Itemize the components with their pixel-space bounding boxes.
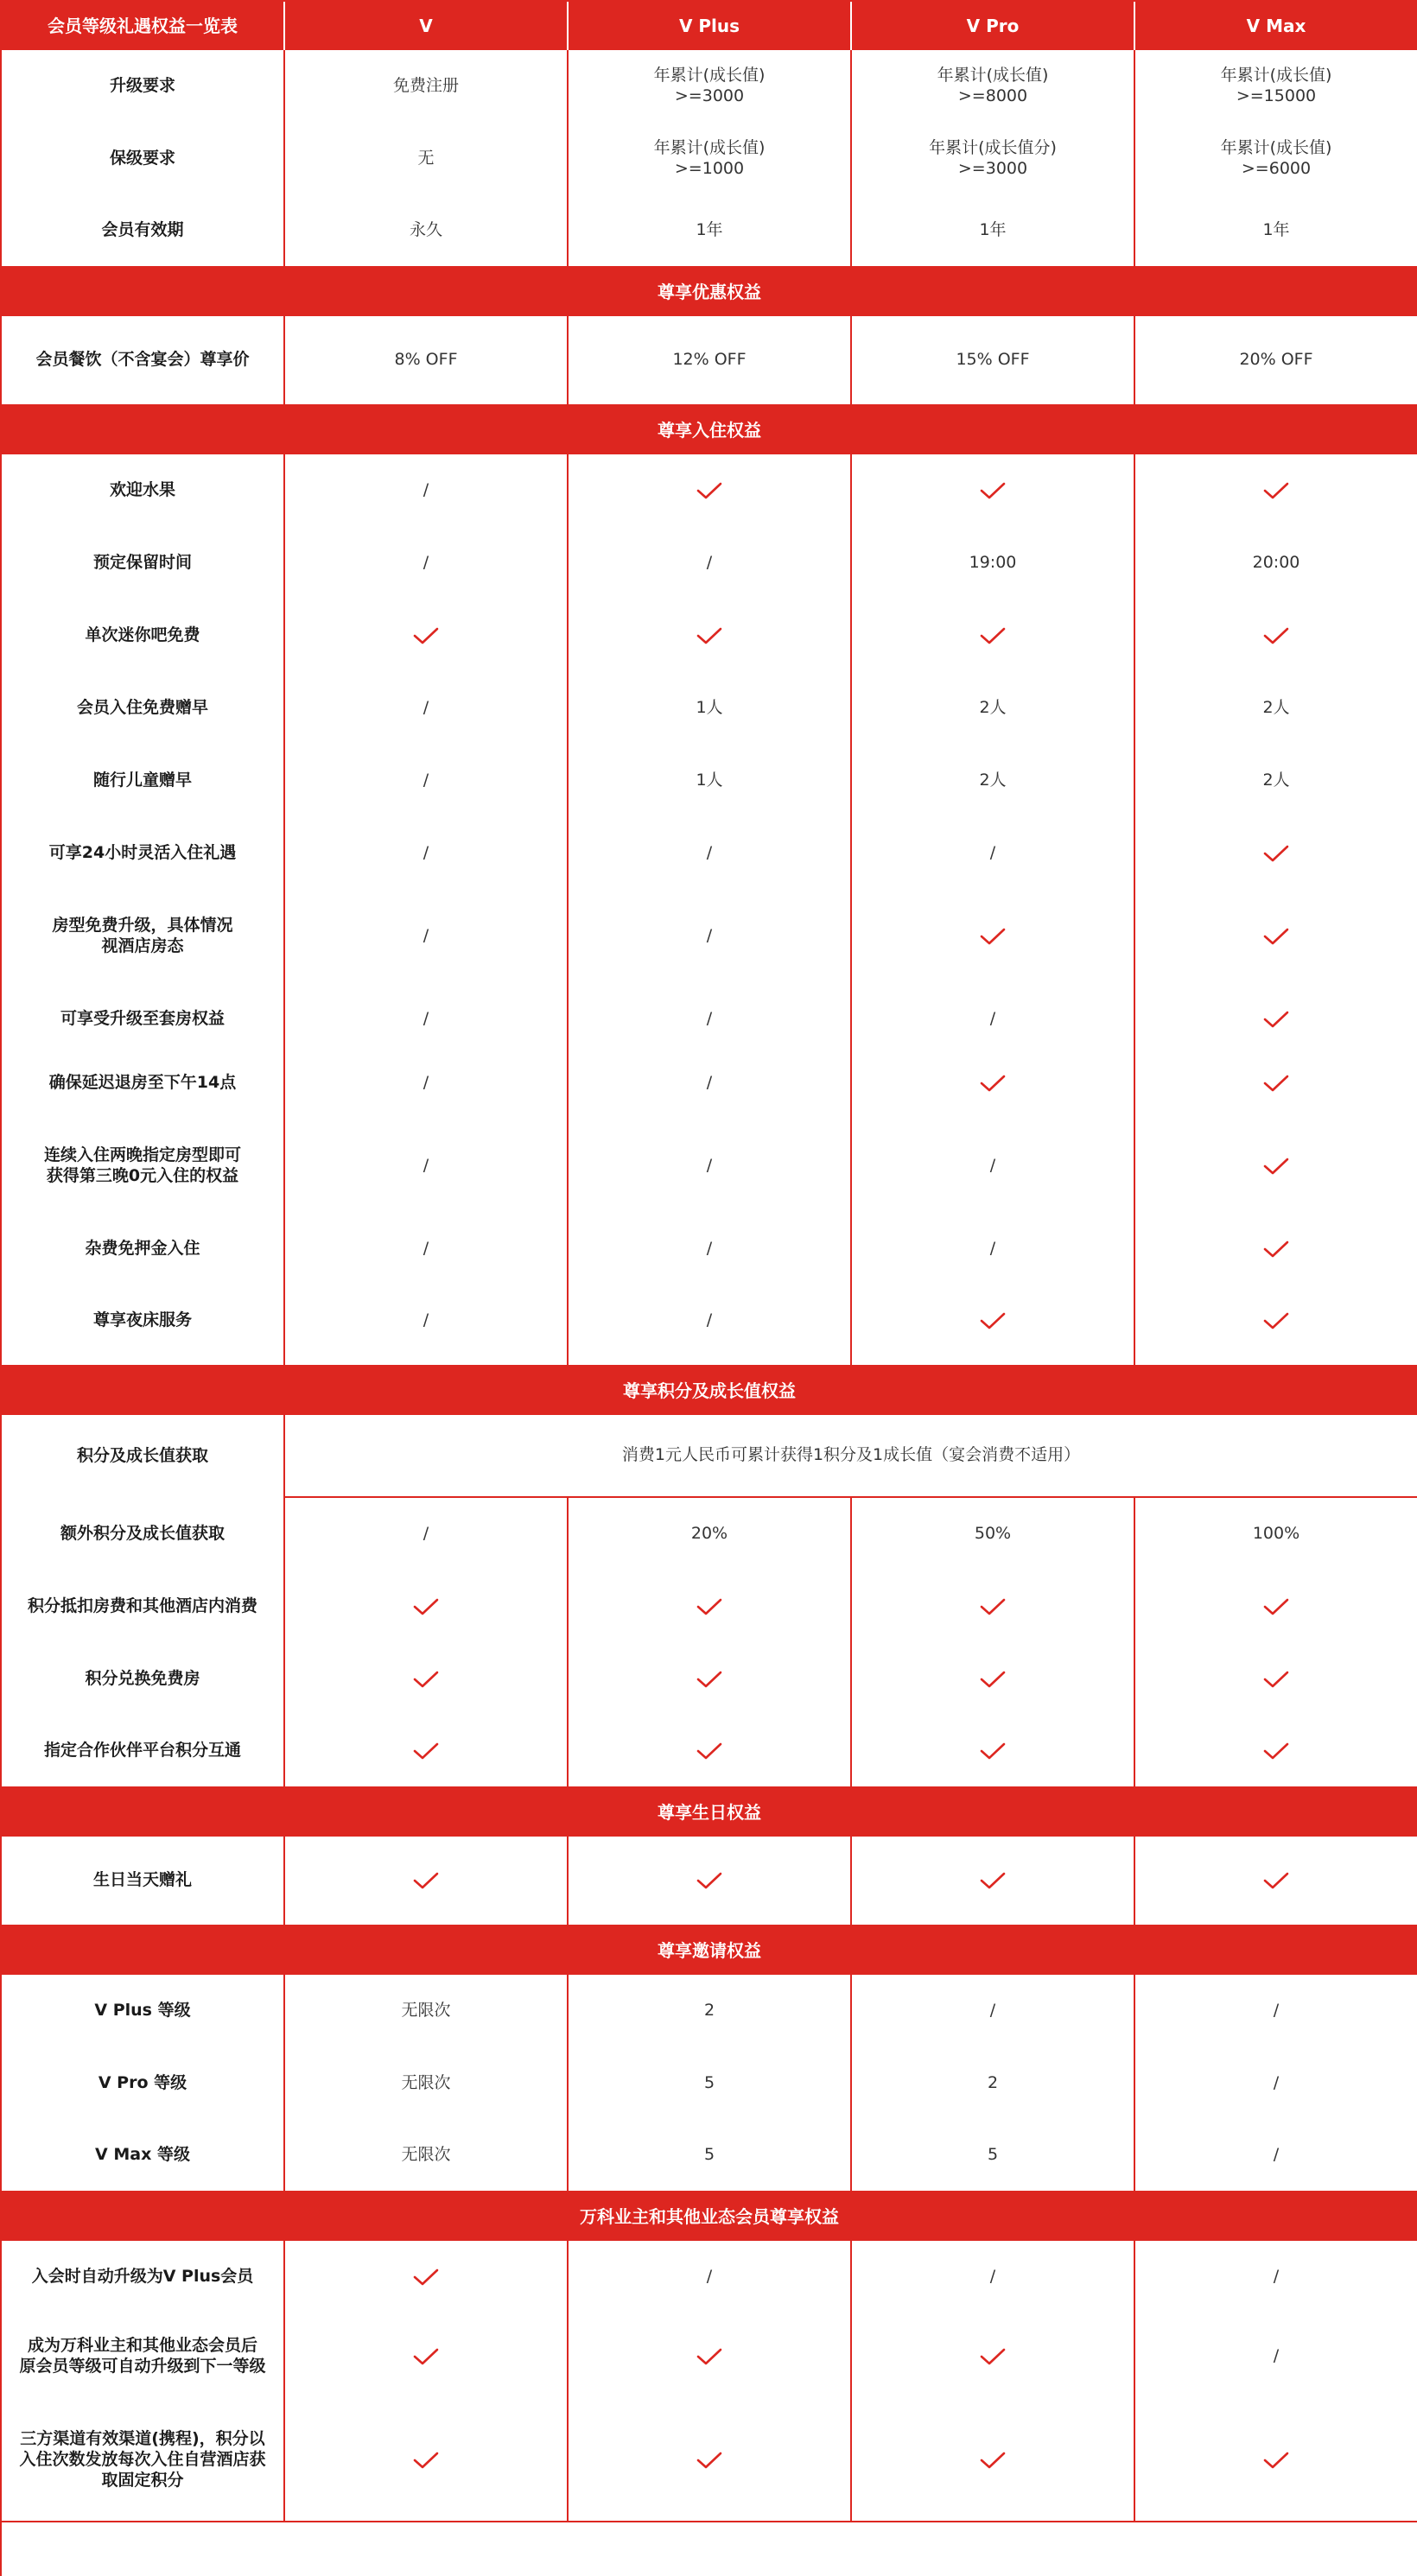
cell-value [569, 1111, 852, 1221]
cell-text: / [1273, 2073, 1280, 2093]
cell-value [1135, 2400, 1417, 2522]
checkmark-icon [1263, 1240, 1289, 1259]
checkmark-icon [980, 2451, 1006, 2470]
cell-text: / [706, 553, 713, 573]
checkmark-icon [696, 1871, 722, 1890]
cell-text: / [989, 843, 996, 863]
cell-value: 无 [285, 123, 569, 195]
cell-value [852, 1643, 1135, 1716]
cell-value [569, 1221, 852, 1277]
cell-value [285, 2313, 569, 2400]
cell-value [1135, 454, 1417, 527]
section-title-birthday: 尊享生日权益 [2, 1788, 1417, 1837]
tier-header-v-max: V Max [1135, 2, 1417, 50]
cell-text: / [706, 2267, 713, 2287]
cell-value [852, 2120, 1135, 2192]
checkmark-icon [1263, 1597, 1289, 1616]
checkmark-icon [1263, 1670, 1289, 1689]
cell-value [852, 527, 1135, 600]
cell-text: 5 [703, 2073, 715, 2093]
cell-value [1135, 2120, 1417, 2192]
checkmark-icon [980, 1871, 1006, 1890]
tier-header-v-plus: V Plus [569, 2, 852, 50]
cell-value [569, 1975, 852, 2047]
points-earn-text: 消费1元人民币可累计获得1积分及1成长值（宴会消费不适用） [285, 1415, 1417, 1498]
cell-text: 无限次 [401, 2145, 451, 2165]
row-label: 入会时自动升级为V Plus会员 [2, 2241, 285, 2313]
checkmark-icon [980, 927, 1006, 946]
cell-value [569, 672, 852, 745]
cell-value [285, 890, 569, 983]
row-label: 欢迎水果 [2, 454, 285, 527]
checkmark-icon [696, 1670, 722, 1689]
cell-value [285, 2241, 569, 2313]
cell-value: 15% OFF [852, 316, 1135, 406]
checkmark-icon [1263, 1157, 1289, 1176]
cell-text: / [423, 1239, 429, 1259]
cell-value [852, 890, 1135, 983]
cell-text: / [989, 1239, 996, 1259]
row-label: 尊享夜床服务 [2, 1277, 285, 1367]
cell-value: 12% OFF [569, 316, 852, 406]
cell-text: / [423, 771, 429, 790]
cell-value [852, 600, 1135, 672]
cell-value [569, 745, 852, 817]
cell-value [852, 817, 1135, 890]
tier-header-v: V [285, 2, 569, 50]
cell-text: 无限次 [401, 2001, 451, 2021]
row-label: 保级要求 [2, 123, 285, 195]
cell-value: 1年 [852, 195, 1135, 268]
row-label: V Plus 等级 [2, 1975, 285, 2047]
cell-value [852, 1111, 1135, 1221]
cell-value [1135, 1570, 1417, 1643]
row-label: 会员餐饮（不含宴会）尊享价 [2, 316, 285, 406]
cell-value [852, 2400, 1135, 2522]
checkmark-icon [413, 2451, 439, 2470]
checkmark-icon [980, 626, 1006, 645]
cell-value [569, 454, 852, 527]
cell-value [569, 1837, 852, 1926]
checkmark-icon [696, 481, 722, 500]
cell-value [852, 672, 1135, 745]
checkmark-icon [1263, 1742, 1289, 1761]
cell-value [1135, 1643, 1417, 1716]
cell-value [1135, 1975, 1417, 2047]
cell-text: / [989, 1009, 996, 1029]
row-label: 杂费免押金入住 [2, 1221, 285, 1277]
cell-value [285, 1975, 569, 2047]
cell-value [285, 1056, 569, 1111]
cell-text: 20% [690, 1524, 728, 1544]
cell-text: / [423, 1073, 429, 1093]
row-label: 积分兑换免费房 [2, 1643, 285, 1716]
checkmark-icon [413, 1670, 439, 1689]
cell-value [852, 1498, 1135, 1570]
cell-text: / [423, 553, 429, 573]
row-label: 升级要求 [2, 50, 285, 123]
checkmark-icon [1263, 1311, 1289, 1330]
cell-value [852, 454, 1135, 527]
cell-value [1135, 1111, 1417, 1221]
cell-value [1135, 745, 1417, 817]
section-title-stay: 尊享入住权益 [2, 406, 1417, 454]
cell-value: 年累计(成长值) >=15000 [1135, 50, 1417, 123]
cell-value [285, 1221, 569, 1277]
cell-text: / [423, 1310, 429, 1330]
row-label: 额外积分及成长值获取 [2, 1498, 285, 1570]
cell-value: 1年 [569, 195, 852, 268]
tier-header-v-pro: V Pro [852, 2, 1135, 50]
cell-text: / [423, 843, 429, 863]
cell-value [852, 745, 1135, 817]
cell-value [852, 1056, 1135, 1111]
row-label: 指定合作伙伴平台积分互通 [2, 1716, 285, 1788]
cell-value [569, 1277, 852, 1367]
cell-value [285, 745, 569, 817]
checkmark-icon [1263, 927, 1289, 946]
cell-value [285, 600, 569, 672]
cell-text: / [423, 926, 429, 946]
cell-text: 19:00 [969, 553, 1017, 573]
cell-value [285, 1277, 569, 1367]
cell-value [852, 2047, 1135, 2120]
checkmark-icon [696, 626, 722, 645]
checkmark-icon [1263, 1074, 1289, 1093]
cell-value [569, 2120, 852, 2192]
cell-value [852, 1716, 1135, 1788]
cell-value: 20% OFF [1135, 316, 1417, 406]
cell-value [852, 1837, 1135, 1926]
cell-value [1135, 1716, 1417, 1788]
cell-value [569, 1716, 852, 1788]
cell-text: 2人 [1262, 771, 1290, 790]
cell-text: 20:00 [1252, 553, 1300, 573]
cell-value: 永久 [285, 195, 569, 268]
cell-value [285, 817, 569, 890]
checkmark-icon [980, 1742, 1006, 1761]
cell-text: / [706, 926, 713, 946]
row-label: 积分抵扣房费和其他酒店内消费 [2, 1570, 285, 1643]
cell-value: 年累计(成长值) >=1000 [569, 123, 852, 195]
row-label: 确保延迟退房至下午14点 [2, 1056, 285, 1111]
cell-value [1135, 672, 1417, 745]
cell-text: 5 [987, 2145, 999, 2165]
cell-value [1135, 527, 1417, 600]
cell-value [285, 2047, 569, 2120]
checkmark-icon [980, 1074, 1006, 1093]
checkmark-icon [696, 2347, 722, 2366]
cell-value [285, 527, 569, 600]
cell-value: 年累计(成长值分) >=3000 [852, 123, 1135, 195]
cell-value: 年累计(成长值) >=8000 [852, 50, 1135, 123]
cell-value [1135, 2047, 1417, 2120]
cell-text: / [989, 2001, 996, 2021]
cell-value [852, 2241, 1135, 2313]
checkmark-icon [1263, 844, 1289, 863]
cell-value [285, 1111, 569, 1221]
checkmark-icon [980, 1670, 1006, 1689]
checkmark-icon [1263, 1871, 1289, 1890]
cell-value [285, 1498, 569, 1570]
row-label: 三方渠道有效渠道(携程)，积分以 入住次数发放每次入住自营酒店获 取固定积分 [2, 2400, 285, 2522]
checkmark-icon [413, 1871, 439, 1890]
cell-text: 5 [703, 2145, 715, 2165]
row-label: 成为万科业主和其他业态会员后 原会员等级可自动升级到下一等级 [2, 2313, 285, 2400]
checkmark-icon [413, 1597, 439, 1616]
section-title-vanke: 万科业主和其他业态会员尊享权益 [2, 2192, 1417, 2241]
cell-text: / [706, 1009, 713, 1029]
cell-text: / [706, 1073, 713, 1093]
section-title-invite: 尊享邀请权益 [2, 1926, 1417, 1975]
cell-text: / [1273, 2001, 1280, 2021]
cell-text: / [706, 843, 713, 863]
checkmark-icon [413, 2268, 439, 2287]
cell-text: 无限次 [401, 2073, 451, 2093]
cell-text: / [706, 1310, 713, 1330]
checkmark-icon [980, 1597, 1006, 1616]
checkmark-icon [980, 2347, 1006, 2366]
cell-text: / [989, 2267, 996, 2287]
cell-value: 年累计(成长值) >=3000 [569, 50, 852, 123]
cell-value [569, 983, 852, 1056]
section-title-points: 尊享积分及成长值权益 [2, 1367, 1417, 1415]
checkmark-icon [696, 1597, 722, 1616]
cell-text: / [1273, 2145, 1280, 2165]
cell-value [569, 1643, 852, 1716]
cell-value [285, 1837, 569, 1926]
checkmark-icon [413, 2347, 439, 2366]
checkmark-icon [980, 481, 1006, 500]
cell-text: 2 [987, 2073, 999, 2093]
cell-text: 2人 [979, 771, 1007, 790]
cell-value [1135, 2241, 1417, 2313]
cell-value [1135, 890, 1417, 983]
cell-text: / [706, 1156, 713, 1176]
cell-text: / [423, 1524, 429, 1544]
row-label: 连续入住两晚指定房型即可 获得第三晚0元入住的权益 [2, 1111, 285, 1221]
row-label: 可享24小时灵活入住礼遇 [2, 817, 285, 890]
cell-value [852, 983, 1135, 1056]
checkmark-icon [413, 1742, 439, 1761]
cell-text: 100% [1252, 1524, 1300, 1544]
section-title-discount: 尊享优惠权益 [2, 268, 1417, 316]
cell-value [1135, 1498, 1417, 1570]
cell-value [569, 527, 852, 600]
cell-value [569, 1056, 852, 1111]
cell-value: 年累计(成长值) >=6000 [1135, 123, 1417, 195]
cell-text: / [423, 698, 429, 718]
cell-value [569, 2047, 852, 2120]
row-label: V Pro 等级 [2, 2047, 285, 2120]
cell-value [852, 1221, 1135, 1277]
row-label: 房型免费升级，具体情况 视酒店房态 [2, 890, 285, 983]
cell-value: 免费注册 [285, 50, 569, 123]
cell-value [852, 2313, 1135, 2400]
cell-value [569, 2313, 852, 2400]
row-label: V Max 等级 [2, 2120, 285, 2192]
cell-value [569, 2400, 852, 2522]
row-label: 随行儿童赠早 [2, 745, 285, 817]
cell-value: 8% OFF [285, 316, 569, 406]
cell-value [1135, 600, 1417, 672]
table-title: 会员等级礼遇权益一览表 [2, 2, 285, 50]
cell-value [285, 2400, 569, 2522]
row-label: 可享受升级至套房权益 [2, 983, 285, 1056]
checkmark-icon [696, 2451, 722, 2470]
checkmark-icon [1263, 2451, 1289, 2470]
cell-value [285, 1643, 569, 1716]
cell-value [1135, 1056, 1417, 1111]
cell-text: 1人 [696, 771, 723, 790]
cell-text: 2人 [979, 698, 1007, 718]
cell-value [569, 600, 852, 672]
cell-text: 1人 [696, 698, 723, 718]
row-label: 会员有效期 [2, 195, 285, 268]
cell-value [285, 2120, 569, 2192]
checkmark-icon [1263, 1010, 1289, 1029]
cell-value [285, 1570, 569, 1643]
cell-text: / [1273, 2267, 1280, 2287]
cell-value [1135, 2313, 1417, 2400]
cell-value [852, 1975, 1135, 2047]
row-label: 单次迷你吧免费 [2, 600, 285, 672]
row-label: 预定保留时间 [2, 527, 285, 600]
row-label: 会员入住免费赠早 [2, 672, 285, 745]
cell-text: / [706, 1239, 713, 1259]
checkmark-icon [696, 1742, 722, 1761]
cell-value [569, 1570, 852, 1643]
cell-value [1135, 1277, 1417, 1367]
cell-value [285, 983, 569, 1056]
checkmark-icon [1263, 481, 1289, 500]
cell-value [852, 1570, 1135, 1643]
checkmark-icon [1263, 626, 1289, 645]
row-label: 积分及成长值获取 [2, 1415, 285, 1498]
checkmark-icon [413, 626, 439, 645]
cell-text: / [1273, 2346, 1280, 2366]
cell-value [852, 1277, 1135, 1367]
cell-value [569, 1498, 852, 1570]
cell-value [285, 672, 569, 745]
cell-text: / [989, 1156, 996, 1176]
cell-text: / [423, 480, 429, 500]
cell-value [1135, 1221, 1417, 1277]
checkmark-icon [980, 1311, 1006, 1330]
cell-value [569, 817, 852, 890]
cell-text: 2 [703, 2001, 715, 2021]
cell-value [285, 454, 569, 527]
cell-text: / [423, 1009, 429, 1029]
cell-value [569, 890, 852, 983]
cell-value [1135, 983, 1417, 1056]
cell-value: 1年 [1135, 195, 1417, 268]
cell-text: 50% [974, 1524, 1012, 1544]
cell-value [1135, 817, 1417, 890]
row-label: 生日当天赠礼 [2, 1837, 285, 1926]
cell-text: / [423, 1156, 429, 1176]
cell-value [285, 1716, 569, 1788]
cell-text: 2人 [1262, 698, 1290, 718]
cell-value [569, 2241, 852, 2313]
cell-value [1135, 1837, 1417, 1926]
